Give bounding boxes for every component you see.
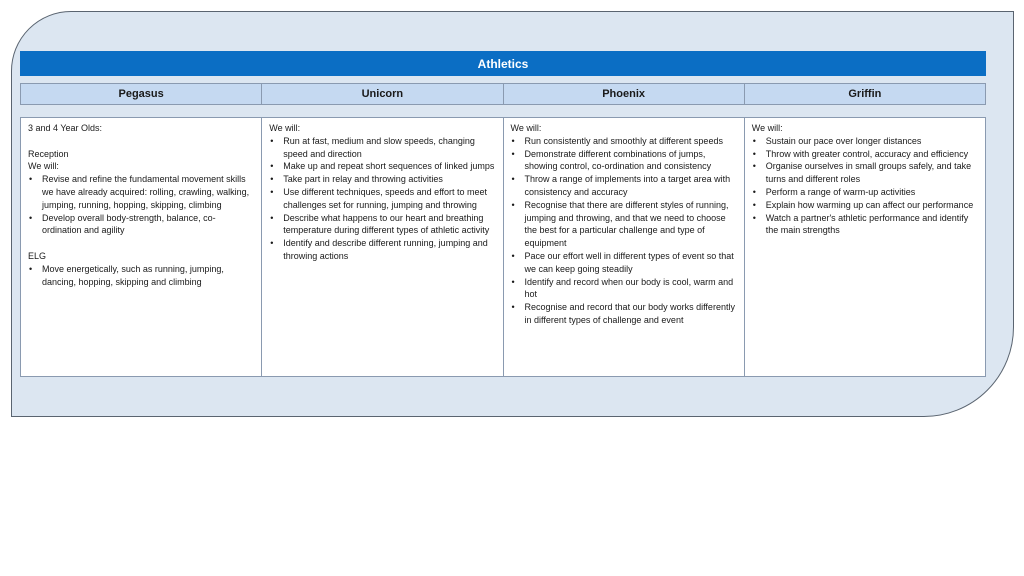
column-header-row — [20, 83, 986, 105]
list-item: • Pace our effort well in different types of event so that we can keep going steadily — [511, 250, 737, 276]
phoenix-cell — [504, 118, 745, 376]
list-item: • Take part in relay and throwing activities — [269, 173, 495, 186]
list-item: • Sustain our pace over longer distances — [752, 135, 978, 148]
content-row — [20, 117, 986, 377]
title-text: Athletics — [477, 56, 529, 71]
list-item: • Recognise that there are different styles of running, jumping and throwing, and that we need to choose the best for a particular challenge and type of equipment — [511, 199, 737, 250]
phoenix-intro: We will: — [510, 123, 542, 133]
unicorn-cell — [262, 118, 503, 376]
column-header-phoenix: Phoenix — [504, 84, 745, 104]
page-title — [20, 51, 986, 76]
list-item: • Describe what happens to our heart and breathing temperature during different types of athletic activity — [269, 212, 495, 238]
pegasus-cell — [21, 118, 262, 376]
list-item: • Make up and repeat short sequences of linked jumps — [269, 160, 495, 173]
column-header-griffin: Griffin — [848, 88, 882, 100]
griffin-cell — [745, 118, 985, 376]
reception-list — [28, 173, 254, 237]
list-item: • Run consistently and smoothly at different speeds — [511, 135, 737, 148]
griffin-intro: We will: — [751, 123, 783, 133]
list-item: • Perform a range of warm-up activities — [752, 186, 978, 199]
list-item: • Watch a partner's athletic performance and identify the main strengths — [752, 212, 978, 238]
list-item: • Identify and record when our body is cool, warm and hot — [511, 276, 737, 302]
list-item: • Explain how warming up can affect our performance — [752, 199, 978, 212]
list-item: • Move energetically, such as running, jumping, dancing, hopping, skipping and climbing — [28, 263, 254, 289]
reception-sublabel: We will: — [28, 161, 59, 172]
list-item: • Recognise and record that our body works differently in different types of challenge and event — [511, 301, 737, 327]
unicorn-intro: We will: — [269, 123, 301, 133]
list-item: • Revise and refine the fundamental movement skills we have already acquired: rolling, crawling, walking, jumping, running, hopping, skipping, climbing — [28, 173, 254, 211]
list-item: • Run at fast, medium and slow speeds, changing speed and direction — [269, 135, 495, 161]
phoenix-list — [511, 135, 737, 327]
griffin-list — [752, 135, 978, 237]
column-header-pegasus: Pegasus — [21, 84, 262, 104]
list-item: • Throw with greater control, accuracy and efficiency — [752, 148, 978, 161]
elg-list — [28, 263, 254, 289]
list-item: • Demonstrate different combinations of jumps, showing control, co-ordination and consistency — [511, 148, 737, 174]
list-item: • Develop overall body-strength, balance, co-ordination and agility — [28, 212, 254, 238]
list-item: • Identify and describe different running, jumping and throwing actions — [269, 237, 495, 263]
unicorn-list — [269, 135, 495, 263]
pegasus-intro: 3 and 4 Year Olds: — [28, 123, 103, 133]
elg-label: ELG — [28, 250, 47, 261]
list-item: • Throw a range of implements into a target area with consistency and accuracy — [511, 173, 737, 199]
list-item: • Organise ourselves in small groups safely, and take turns and different roles — [752, 160, 978, 186]
list-item: • Use different techniques, speeds and effort to meet challenges set for running, jumping and throwing — [269, 186, 495, 212]
column-header-unicorn: Unicorn — [262, 84, 503, 104]
reception-label: Reception — [28, 148, 69, 159]
